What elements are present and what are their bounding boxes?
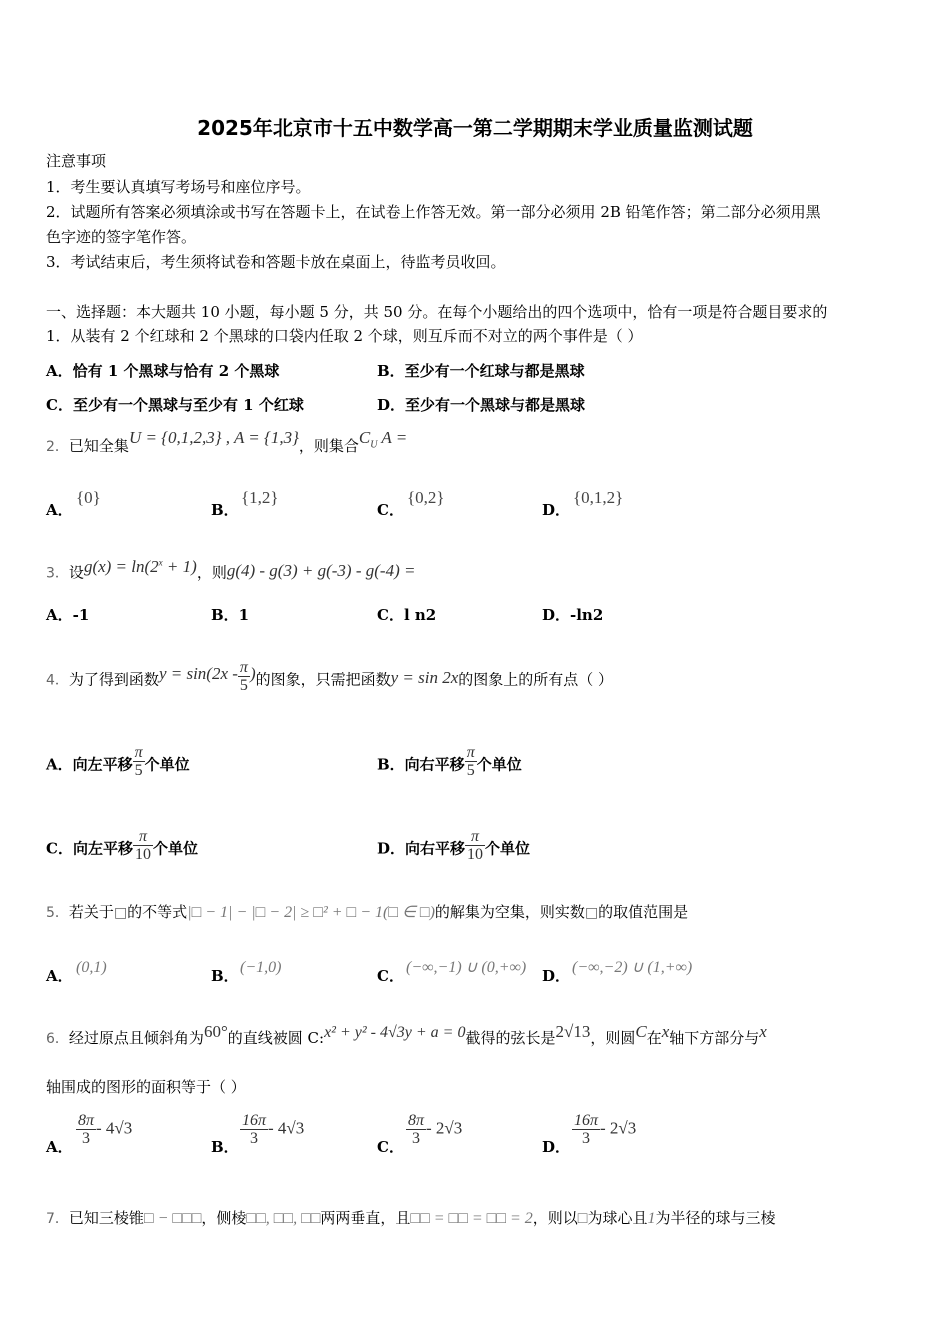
question-6-stem [46,1022,767,1049]
q3-func-end: + 1) [162,556,197,576]
q2-option-c: {0,2} [407,488,445,507]
q6-option-d-tail: - 2√3 [600,1118,637,1138]
q4-func-close: ) [249,663,256,683]
q3-option-c: C．l n2 [377,606,437,624]
q1-option-d: D．至少有一个黑球与都是黑球 [377,396,586,414]
q2-option-b: {1,2} [241,488,279,507]
page-title: 2025年北京市十五中数学高一第二学期期末学业质量监测试题 [197,116,753,140]
notice-item: 1．考生要认真填写考场号和座位序号。 [46,178,311,196]
q5-text-mid1: 的不等式 [127,903,188,921]
q1-option-a: A．恰有 1 个黑球与恰有 2 个黑球 [46,362,280,380]
q3-option-a: A．-1 [46,606,90,624]
q7-edges: □□, □□, □□ [246,1210,321,1227]
q4-option-a-pre: A．向左平移 [46,755,133,774]
notice-item: 色字迹的签字笔作答。 [46,228,197,246]
q6-angle: 60° [203,1022,228,1041]
question-3-stem [46,558,415,584]
q4-option-a [46,744,190,783]
section-heading: 一、选择题：本大题共 10 小题，每小题 5 分，共 50 分。在每个小题给出的四个选项中，恰有一项是符合题目要求的 [46,303,828,321]
q2-math-sets: U = {0,1,2,3} , A = {1,3} [128,428,299,447]
q5-text-pre: 若关于 [68,903,114,921]
question-1-stem: 1．从装有 2 个红球和 2 个黑球的口袋内任取 2 个球，则互斥而不对立的两个事件是（ ） [46,327,643,345]
q6-x-var-2: x [759,1022,767,1041]
q6-option-b-den: 3 [250,1130,258,1147]
q5-placeholder-glyph: □ [584,905,599,921]
q7-text-mid3: ，则以 [532,1209,578,1227]
q6-text-mid2: 截得的弦长是 [465,1029,556,1047]
q6-option-a [76,1112,132,1147]
q2-complement-rest: A = [381,428,408,447]
q6-option-c-num: 8π [408,1112,425,1129]
q4-option-c-unit: 个单位 [152,839,198,858]
q4-option-b-unit: 个单位 [476,755,522,774]
question-6-line-2: 轴围成的图形的面积等于（ ） [46,1078,246,1096]
q4-text-pre: 为了得到函数 [68,670,159,689]
q6-option-c [406,1112,462,1147]
question-4-stem [46,659,614,698]
q4-text-post: 的图象上的所有点（ ） [458,670,614,689]
q7-edge-lengths: □□ = □□ = □□ = 2 [410,1210,533,1227]
q6-circle-equation: x² + y² - 4√3y + a = 0 [324,1024,466,1041]
q2-option-d-label: D． [542,501,571,519]
q6-text-pre: 经过原点且倾斜角为 [68,1029,204,1047]
q3-func-sup: x [158,557,163,567]
q7-text-pre: 已知三棱锥 [68,1209,144,1227]
notice-item: 3．考试结束后，考生须将试卷和答题卡放在桌面上，待监考员收回。 [46,253,506,271]
q6-text-mid3: ，则圆 [590,1029,636,1047]
question-number: 5． [46,905,69,921]
q7-text-post: 为半径的球与三棱 [655,1209,776,1227]
q4-option-c-pre: C．向左平移 [46,839,133,858]
q6-option-b-num: 16π [242,1112,267,1129]
question-number: 7． [46,1211,69,1227]
q4-option-d-den: 10 [467,846,484,863]
q4-option-b-pre: B．向右平移 [377,755,465,774]
q5-option-d-label: D． [542,967,571,985]
q5-option-a: (0,1) [76,959,107,976]
question-number: 4． [46,672,69,689]
q6-option-c-label: C． [377,1138,404,1156]
q6-option-a-tail: - 4√3 [96,1118,133,1138]
q6-option-a-den: 3 [82,1130,90,1147]
q5-option-b-label: B． [211,967,239,985]
q7-text-mid1: ，侧棱 [201,1209,247,1227]
q3-text-pre: 设 [68,563,84,582]
q6-option-c-tail: - 2√3 [426,1118,463,1138]
q3-expression: g(4) - g(3) + g(-3) - g(-4) = [226,560,416,580]
q5-text-post: 的取值范围是 [598,903,689,921]
q5-option-d: (−∞,−2) ∪ (1,+∞) [572,959,693,976]
q6-x-var: x [661,1022,670,1041]
q6-option-b [240,1112,304,1147]
q6-option-d-label: D． [542,1138,571,1156]
q2-option-a-label: A． [46,501,73,519]
q6-option-d-den: 3 [582,1130,590,1147]
q2-complement-sub: U [370,439,378,451]
q4-option-c-num: π [133,828,153,846]
q4-option-d-num: π [465,828,485,846]
notice-item: 2．试题所有答案必须填涂或书写在答题卡上，在试卷上作答无效。第一部分必须用 2B 铅笔作答；第二部分必须用黑 [46,203,821,221]
q4-option-c-den: 10 [134,846,151,863]
q4-frac-den: 5 [239,677,248,694]
q2-complement-c: C [358,428,371,447]
q6-option-b-label: B． [211,1138,239,1156]
q4-frac-num: π [239,659,248,676]
q5-text-mid2: 的解集为空集，则实数 [434,903,585,921]
q4-func-a: y = sin(2x - [158,663,238,683]
q6-circle-label: C [635,1022,647,1041]
q4-option-d-unit: 个单位 [485,839,531,858]
q6-option-d [572,1112,636,1147]
q2-option-a: {0} [76,488,101,507]
q2-option-b-label: B． [211,501,239,519]
q6-text-mid4: 在 [646,1029,662,1047]
q4-option-a-num: π [134,744,143,761]
q6-option-c-den: 3 [412,1130,420,1147]
notice-heading: 注意事项 [46,152,107,170]
q4-func2: y = sin 2x [390,667,459,687]
q7-pyramid-name: □ − □□□ [143,1210,202,1227]
q3-option-b: B．1 [211,606,250,624]
q4-option-d-pre: D．向右平移 [377,839,466,858]
q2-option-d: {0,1,2} [573,488,624,507]
question-number: 2． [46,439,69,455]
q1-option-b: B．至少有一个红球与都是黑球 [377,362,585,380]
q3-text-mid: ，则 [196,563,227,582]
q6-chord-length: 2√13 [555,1022,591,1041]
q5-option-c: (−∞,−1) ∪ (0,+∞) [406,959,527,976]
q4-option-a-unit: 个单位 [144,755,190,774]
q5-inequality: |□ − 1| − |□ − 2| ≥ □² + □ − 1(□ ∈ □) [187,904,435,921]
q2-text-pre: 已知全集 [68,437,129,455]
q6-text-mid1: 的直线被圆 C: [227,1029,325,1047]
q7-radius: 1 [647,1210,656,1227]
q6-option-d-num: 16π [574,1112,599,1129]
question-2-stem [46,428,408,463]
question-5-stem [46,902,688,923]
question-number: 3． [46,565,69,582]
q5-option-c-label: C． [377,967,404,985]
q3-option-d: D．-ln2 [542,606,604,624]
q7-text-mid2: 两两垂直，且 [320,1209,411,1227]
q7-text-mid4: 为球心且 [587,1209,648,1227]
q4-option-d [377,828,531,867]
q7-center: □ [577,1210,588,1227]
q5-option-b: (−1,0) [240,959,282,976]
q6-option-b-tail: - 4√3 [268,1118,305,1138]
q6-option-a-num: 8π [78,1112,95,1129]
q6-option-a-label: A． [46,1138,73,1156]
q5-option-a-label: A． [46,967,73,985]
q4-option-b [377,744,522,783]
q4-option-b-num: π [466,744,475,761]
q3-func: g(x) = ln(2 [83,556,159,576]
q4-text-mid: 的图象，只需把函数 [255,670,391,689]
q5-placeholder-glyph: □ [113,905,128,921]
q2-option-c-label: C． [377,501,404,519]
question-7-stem [46,1208,776,1229]
q6-text-mid5: 轴下方部分与 [669,1029,760,1047]
q4-option-b-den: 5 [466,762,475,779]
q4-option-a-den: 5 [134,762,143,779]
q1-option-c: C．至少有一个黑球与至少有 1 个红球 [46,396,304,414]
q4-option-c [46,828,198,867]
q2-text-mid: ，则集合 [298,437,359,455]
question-number: 6． [46,1031,69,1047]
